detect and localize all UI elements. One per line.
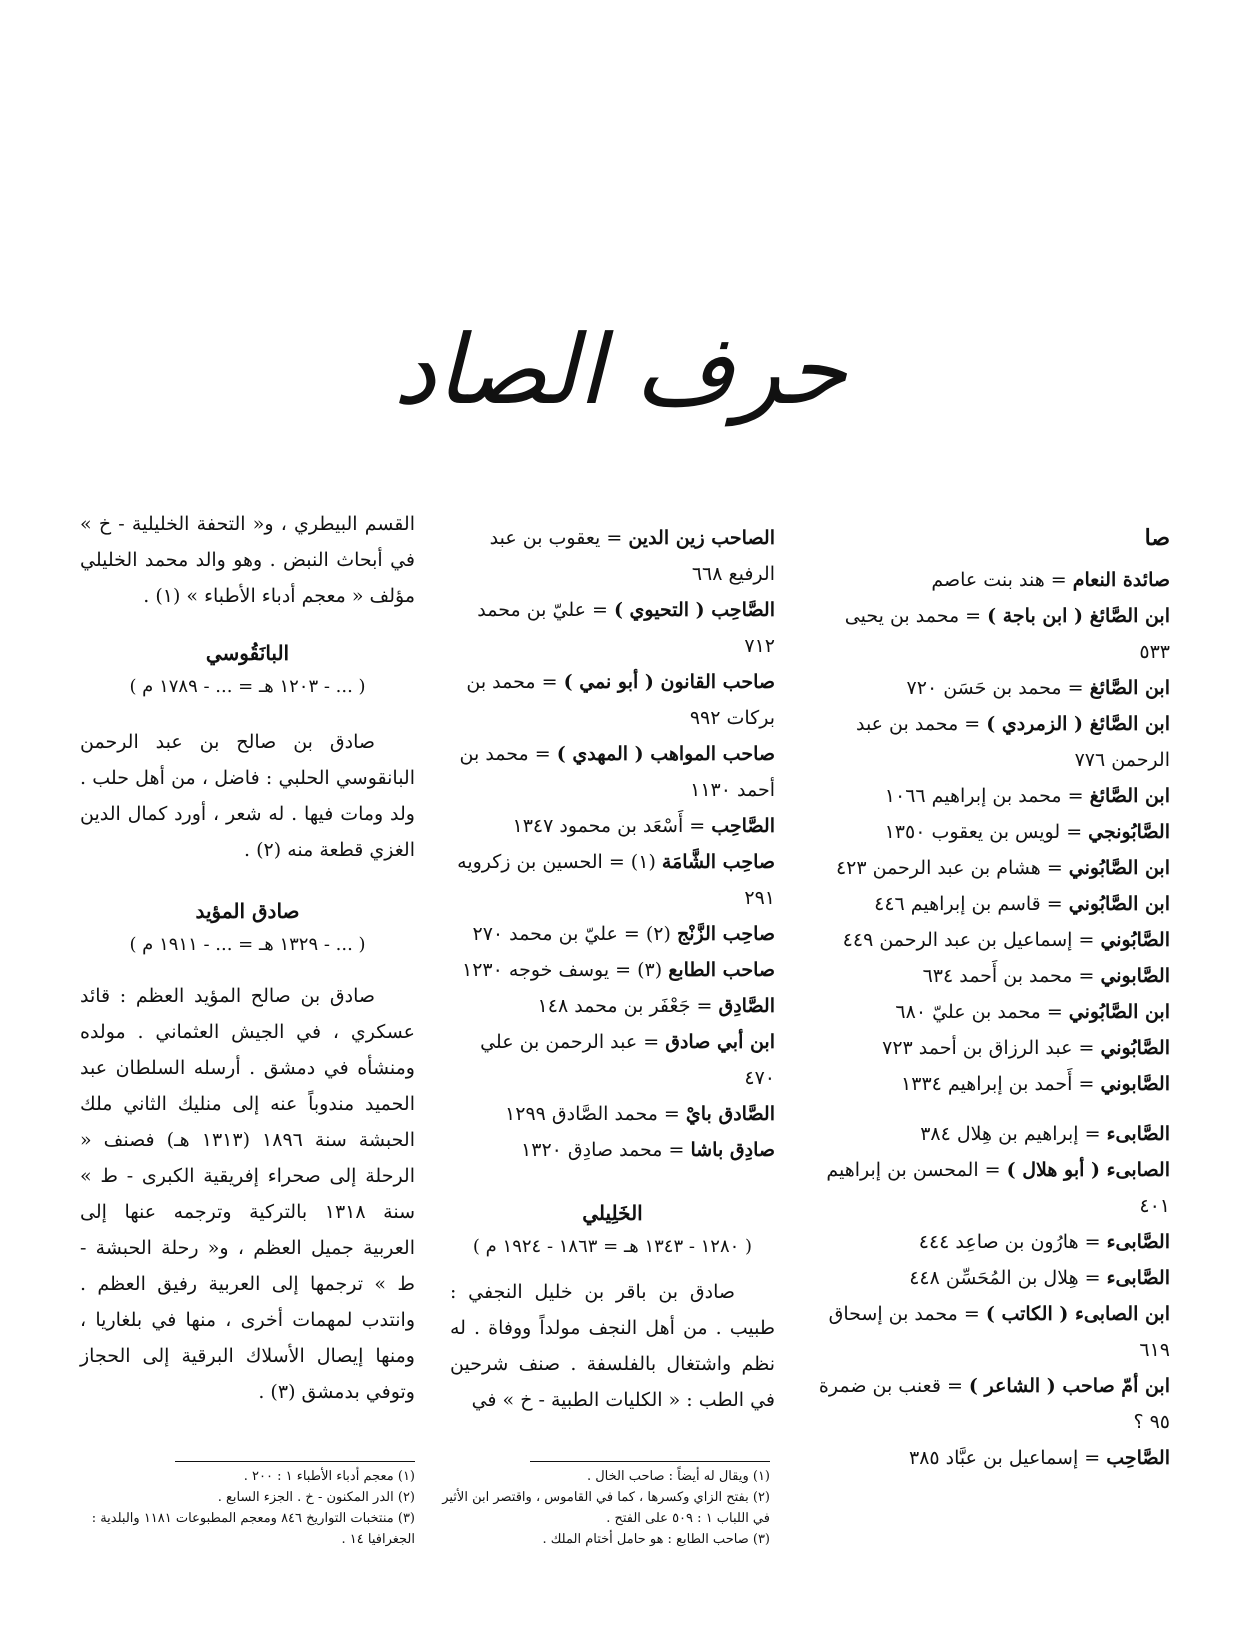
entry-name: صاحب القانون ( أبو نمي ) <box>563 671 775 693</box>
page-title: حرف الصاد <box>393 314 847 426</box>
entry-reference: = هند بنت عاصم <box>931 569 1073 591</box>
biography-title: البانَقُوسي <box>205 641 290 665</box>
entry-name: ابن أبي صادق <box>665 1031 775 1053</box>
index-entry <box>810 562 1170 598</box>
entry-reference: = هِلال بن المُحَسِّن ٤٤٨ <box>909 1267 1107 1289</box>
column-middle <box>450 520 775 1418</box>
entry-reference: = عبد الرحمن بن علي ٤٧٠ <box>480 1031 775 1089</box>
section-heading: صا <box>1144 525 1170 551</box>
footnotes-left <box>80 1466 415 1550</box>
entry-reference: = إسماعيل بن عبد الرحمن ٤٤٩ <box>842 929 1101 951</box>
biography-text: صادق بن صالح المؤيد العظم : قائد عسكري ، في الجيش العثماني . مولده ومنشأه في دمشق . أرسله السلطان عبد الحميد مندوباً عنه إلى منليك الثاني ملك الحبشة سنة ١٨٩٦ (١٣١٣ هـ) فصنف « الرحلة إلى صحراء إفريقية الكبرى - ط » سنة ١٣١٨ بالتركية وترجمه عنها إلى العربية جميل العظم ، و« رحلة الحبشة - ط » ترجمها إلى العربية رفيق العظم . وانتدب لمهمات أخرى ، منها في بلغاريا ، ومنها إيصال الأسلاك البرقية إلى الحجاز وتوفي بدمشق (٣) . <box>80 985 416 1403</box>
entry-name: الصَّادق بايْ <box>685 1103 775 1125</box>
entry-name: ابن أمّ صاحب ( الشاعر ) <box>968 1375 1170 1397</box>
entry-reference: (٣) = يوسف خوجه ١٢٣٠ <box>462 959 669 981</box>
index-entry <box>450 520 775 592</box>
footnote: (١) معجم أدباء الأطباء ١ : ٢٠٠ . <box>243 1469 415 1484</box>
entry-name: صائدة النعام <box>1072 569 1170 591</box>
entry-reference: = قاسم بن إبراهيم ٤٤٦ <box>874 893 1069 915</box>
entry-reference: = محمد بن إسحاق ٦١٩ <box>828 1303 1170 1361</box>
entry-reference: = إبراهيم بن هِلال ٣٨٤ <box>920 1123 1107 1145</box>
entry-name: الصَّابُونجي <box>1088 821 1170 843</box>
index-entry <box>450 1096 775 1132</box>
entry-reference: = محمد صادِق ١٣٢٠ <box>521 1139 691 1161</box>
entry-reference: = عليّ بن محمد ٧١٢ <box>477 599 775 657</box>
index-entry <box>450 916 775 952</box>
index-entry <box>810 1296 1170 1368</box>
index-entry <box>450 736 775 808</box>
entry-name: ابن الصَّائغ ( الزمردي ) <box>986 713 1170 735</box>
entry-name: صاحب الطابع <box>668 959 775 981</box>
entry-name: الصَّابىء <box>1106 1123 1170 1145</box>
footnote: (٣) صاحب الطابع : هو حامل أختام الملك . <box>542 1532 770 1547</box>
entry-reference: = هشام بن عبد الرحمن ٤٢٣ <box>835 857 1069 879</box>
entry-reference: = أَسْعَد بن محمود ١٣٤٧ <box>512 815 712 837</box>
index-entry <box>810 1260 1170 1296</box>
entry-name: ابن الصابىء ( الكاتب ) <box>985 1303 1170 1325</box>
entry-name: ابن الصَّائغ ( ابن باجة ) <box>987 605 1170 627</box>
biography-title: الخَلِيلي <box>582 1201 643 1225</box>
entry-name: الصَّادِق <box>718 995 775 1017</box>
entry-reference: (١) = الحسين بن زكرويه ٢٩١ <box>457 851 775 909</box>
index-entry <box>810 1116 1170 1152</box>
index-entry <box>810 1030 1170 1066</box>
entry-name: الصَّابوني <box>1100 965 1170 987</box>
entry-name: الصَّاحِب <box>1106 1447 1170 1469</box>
entry-reference: = إسماعيل بن عبَّاد ٣٨٥ <box>909 1447 1107 1469</box>
entry-name: الصَّابىء <box>1106 1231 1170 1253</box>
entry-list <box>450 520 775 1168</box>
index-entry <box>450 664 775 736</box>
index-entry <box>810 778 1170 814</box>
entry-reference: = المحسن بن إبراهيم ٤٠١ <box>826 1159 1170 1217</box>
entry-name: الصَّابىء <box>1106 1267 1170 1289</box>
entry-reference: = محمد الصَّادق ١٢٩٩ <box>505 1103 686 1125</box>
column-left <box>80 506 415 1410</box>
entry-reference: = لويس بن يعقوب ١٣٥٠ <box>884 821 1089 843</box>
footnote: (٢) بفتح الزاي وكسرها ، كما في القاموس ، واقتصر ابن الأثير في اللباب ١ : ٥٠٩ على الفتح . <box>442 1490 770 1526</box>
footnotes-middle <box>440 1466 770 1550</box>
entry-name: ابن الصَّائغ <box>1089 677 1170 699</box>
entry-name: ابن الصَّابُوني <box>1068 893 1170 915</box>
entry-name: ابن الصَّابُوني <box>1068 857 1170 879</box>
index-entry <box>450 1024 775 1096</box>
entry-name: الصَّابوني <box>1100 1073 1170 1095</box>
index-entry <box>450 1132 775 1168</box>
entry-name: صاحِب الشَّامَة <box>661 851 775 873</box>
entry-reference: (٢) = عليّ بن محمد ٢٧٠ <box>472 923 677 945</box>
entry-name: صاحب المواهب ( المهدي ) <box>556 743 775 765</box>
index-entry <box>450 952 775 988</box>
index-entry <box>810 850 1170 886</box>
entry-reference: = محمد بن أَحمد ٦٣٤ <box>922 965 1101 987</box>
biography-text: صادق بن صالح بن عبد الرحمن البانقوسي الحلبي : فاضل ، من أهل حلب . ولد ومات فيها . له شعر ، أورد كمال الدين الغزي قطعة منه (٢) . <box>80 731 415 861</box>
index-entry <box>810 814 1170 850</box>
index-entry <box>450 592 775 664</box>
footnote: (٢) الدر المكنون - خ . الجزء السابع . <box>217 1490 415 1505</box>
entry-reference: = هارُون بن صاعِد ٤٤٤ <box>918 1231 1107 1253</box>
index-entry <box>450 844 775 916</box>
biography-continuation: القسم البيطري ، و« التحفة الخليلية - خ » في أبحاث النبض . وهو والد محمد الخليلي مؤلف « معجم أدباء الأطباء » (١) . <box>80 513 415 607</box>
index-entry <box>450 808 775 844</box>
index-entry <box>810 706 1170 778</box>
biography-dates: ( ... - ١٣٢٩ هـ = ... - ١٩١١ م ) <box>129 934 366 955</box>
index-entry <box>810 670 1170 706</box>
entry-reference: = أَحمد بن إبراهيم ١٣٣٤ <box>901 1073 1101 1095</box>
biography-text: صادق بن باقر بن خليل النجفي : طبيب . من أهل النجف مولداً ووفاة . له نظم واشتغال بالفلسفة . صنف شرحين في الطب : « الكليات الطبية - خ » في <box>450 1281 775 1411</box>
column-right <box>810 520 1170 1476</box>
entry-name: الصاحب زين الدين <box>628 527 775 549</box>
entry-name: الصَّاحِب ( التحيوي ) <box>613 599 775 621</box>
biography-dates: ( ١٢٨٠ - ١٣٤٣ هـ = ١٨٦٣ - ١٩٢٤ م ) <box>472 1236 753 1257</box>
biography-dates: ( ... - ١٢٠٣ هـ = ... - ١٧٨٩ م ) <box>129 676 366 697</box>
footnote: (٣) منتخبات التواريخ ٨٤٦ ومعجم المطبوعات ١١٨١ والبلدية : الجغرافيا ١٤ . <box>91 1511 415 1547</box>
entry-reference: = محمد بن يحيى ٥٣٣ <box>844 605 1170 663</box>
entry-reference: = جَعْفَر بن محمد ١٤٨ <box>537 995 719 1017</box>
index-entry <box>810 598 1170 670</box>
entry-reference: = يعقوب بن عبد الرفيع ٦٦٨ <box>489 527 775 585</box>
entry-name: ابن الصَّائغ <box>1089 785 1170 807</box>
index-entry <box>810 994 1170 1030</box>
index-entry <box>450 988 775 1024</box>
index-entry <box>810 1440 1170 1476</box>
entry-name: صاحِب الزَّنْج <box>676 923 775 945</box>
entry-reference: = محمد بن عليّ ٦٨٠ <box>895 1001 1069 1023</box>
index-entry <box>810 922 1170 958</box>
index-entry <box>810 1368 1170 1440</box>
entry-reference: = محمد بن إبراهيم ١٠٦٦ <box>884 785 1090 807</box>
footnote: (١) ويقال له أيضاً : صاحب الخال . <box>586 1469 770 1484</box>
index-entry <box>810 1224 1170 1260</box>
entry-name: الصَّابُوني <box>1100 929 1170 951</box>
index-entry <box>810 1152 1170 1224</box>
footnote-rule <box>530 1461 770 1462</box>
entry-reference: = محمد بن أحمد ١١٣٠ <box>459 743 775 801</box>
entry-reference: = محمد بن حَسَن ٧٢٠ <box>906 677 1090 699</box>
index-entry <box>810 958 1170 994</box>
entry-reference: = محمد بن عبد الرحمن ٧٧٦ <box>855 713 1170 771</box>
entry-name: الصَّابُوني <box>1100 1037 1170 1059</box>
index-entry <box>810 886 1170 922</box>
entry-list <box>810 1116 1170 1476</box>
footnote-rule <box>175 1461 415 1462</box>
entry-name: الصَّاحِب <box>711 815 775 837</box>
entry-reference: = قعنب بن ضمرة ٩٥ ؟ <box>818 1375 1170 1433</box>
entry-name: صادِق باشا <box>690 1139 775 1161</box>
entry-name: الصابىء ( أبو هلال ) <box>1006 1159 1170 1181</box>
index-entry <box>810 1066 1170 1102</box>
biography-title: صادق المؤيد <box>195 899 300 923</box>
entry-reference: = عبد الرزاق بن أحمد ٧٢٣ <box>882 1037 1101 1059</box>
entry-reference: = محمد بن بركات ٩٩٢ <box>466 671 775 729</box>
entry-list <box>810 562 1170 1102</box>
entry-name: ابن الصَّابُوني <box>1068 1001 1170 1023</box>
